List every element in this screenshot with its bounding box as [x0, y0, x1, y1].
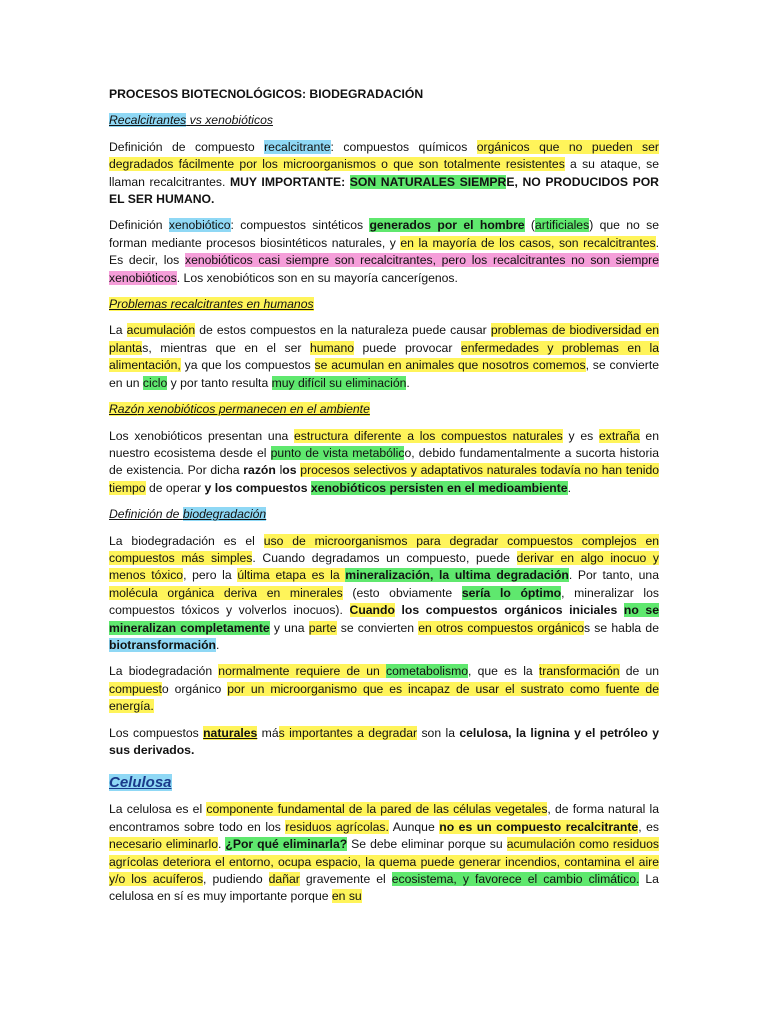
text-run: o, debido fundamentalmente a sucorta historia de existencia. Por dicha — [109, 445, 660, 478]
text-run: La celulosa es el — [109, 802, 207, 817]
highlighted-text: ciclo — [142, 375, 168, 390]
text-run: Definición de compuesto — [109, 139, 265, 154]
text-run: los compuestos orgánicos iniciales — [394, 603, 624, 618]
section-heading — [109, 773, 659, 793]
highlighted-text: extraña — [599, 428, 640, 443]
highlighted-text: Celulosa — [109, 774, 172, 792]
highlighted-text: sería lo óptimo — [461, 585, 562, 600]
section-heading — [109, 506, 659, 523]
text-run: Aunque — [388, 819, 440, 834]
document-title: PROCESOS BIOTECNOLÓGICOS: BIODEGRADACIÓN — [109, 87, 424, 101]
highlighted-text: biotransformación — [109, 637, 216, 652]
highlighted-text: enfermedades y problemas en la alimentación, — [109, 340, 660, 373]
text-run: Definición — [109, 218, 169, 233]
text-run: vs xenobióticos — [186, 113, 273, 128]
highlighted-text: muy difícil su eliminación — [271, 375, 407, 390]
highlighted-text: transformación — [538, 664, 620, 679]
text-run: y es — [562, 428, 599, 443]
text-run: . — [406, 375, 410, 390]
text-run: y una — [269, 620, 309, 635]
paragraph — [109, 533, 659, 655]
text-run: s, mientras que en el ser — [142, 340, 310, 355]
highlighted-text: compuest — [109, 681, 162, 696]
highlighted-text: en otros compuestos orgánico — [418, 620, 584, 635]
text-run: son la — [417, 725, 460, 740]
text-run: . — [567, 480, 571, 495]
paragraph — [109, 428, 659, 498]
paragraph — [109, 322, 659, 392]
text-run: , que es la — [468, 664, 539, 679]
text-run: se convierten — [336, 620, 419, 635]
text-run: de un — [619, 664, 660, 679]
text-run: La biodegradación es el — [109, 533, 264, 548]
highlighted-text: ¿Por qué eliminarla? — [225, 837, 348, 852]
text-run: Definición de — [109, 507, 183, 522]
text-run: La celulosa en sí es muy importante porque — [109, 872, 659, 904]
highlighted-text: última etapa es la — [237, 568, 346, 583]
text-run: , de forma natural la encontramos sobre todo en los — [109, 802, 659, 834]
highlighted-text: recalcitrante — [264, 139, 331, 154]
highlighted-text: mineralización, la ultima degradación — [345, 568, 569, 583]
highlighted-text: artificiales — [535, 218, 590, 233]
text-run: , pero la — [183, 568, 238, 583]
highlighted-text: punto de vista metabólic — [270, 445, 405, 460]
text-run: Se debe eliminar porque su — [347, 837, 507, 852]
highlighted-text: en la mayoría de los casos, son recalcitrantes — [400, 235, 656, 250]
highlighted-text: Razó — [109, 402, 138, 417]
paragraph — [109, 217, 659, 287]
paragraph — [109, 663, 659, 715]
highlighted-text: xenobióticos persisten en el medioambiente — [310, 480, 568, 495]
text-run: l — [275, 463, 283, 478]
section-heading — [109, 401, 659, 418]
text-run: . Por tanto, una — [568, 568, 659, 583]
highlighted-text: Cuando — [349, 603, 395, 618]
text-run: má — [257, 725, 279, 740]
text-run: celulosa, la lignina y el petróleo y sus derivados. — [109, 725, 659, 757]
text-run: Los compuestos — [109, 725, 204, 740]
highlighted-text: acumulación — [126, 323, 196, 338]
highlighted-text: procesos selectivos y adaptativos naturales todavía no han tenido tiempo — [109, 463, 660, 495]
highlighted-text: xenobióticos casi siempre son recalcitrantes, pero los recalcitrantes no son siempre xenobióticos — [109, 253, 659, 285]
text-run: : compuestos sintéticos — [230, 218, 370, 233]
highlighted-text: problemas de biodiversidad en planta — [109, 323, 659, 355]
text-run: , es — [638, 819, 659, 834]
highlighted-text: n xenobióticos permanecen en el ambiente — [137, 402, 370, 417]
text-run: ) que no se forman mediante procesos biosintéticos naturales, y — [109, 218, 660, 250]
highlighted-text: xenobiótico — [168, 218, 231, 233]
highlighted-text: ecosistema, y favorece el cambio climático. — [391, 872, 640, 887]
highlighted-text: derivar en algo inocuo y menos tóxico — [109, 550, 660, 583]
text-run: . — [218, 837, 226, 852]
section-heading — [109, 112, 659, 129]
highlighted-text: estructura diferente a los compuestos naturales — [294, 428, 563, 443]
text-run: ( — [524, 218, 535, 233]
highlighted-text: cometabolismo — [386, 664, 469, 679]
text-run: . — [216, 637, 220, 652]
text-run: (esto obviamente — [342, 585, 462, 600]
text-run: MUY IMPORTANTE: — [229, 174, 350, 189]
text-run: a su ataque, se llaman recalcitrantes. — [109, 157, 659, 189]
highlighted-text: molécula orgánica deriva en minerales — [109, 585, 343, 600]
highlighted-text: generados por el hombre — [369, 218, 525, 233]
highlighted-text: se acumulan en animales que nosotros comemos — [314, 358, 586, 373]
text-run: La — [109, 323, 127, 338]
text-run: Los xenobióticos presentan una — [109, 428, 295, 443]
text-run: La biodegradación — [109, 664, 219, 679]
highlighted-text: s importantes a degradar — [278, 725, 418, 740]
highlighted-text: acumulación como residuos agrícolas deteriora el entorno, ocupa espacio, la quema puede generar incendios, contamina el aire y/o los acuíferos — [109, 837, 659, 887]
text-run: . Los xenobióticos son en su mayoría cancerígenos. — [176, 270, 458, 285]
document-body — [109, 112, 659, 905]
text-run: , se convierte en un — [109, 358, 659, 390]
highlighted-text: por un microorganismo que es incapaz de usar el sustrato como fuente de energía. — [109, 681, 659, 714]
paragraph — [109, 725, 659, 760]
highlighted-text: Recalcitrantes — [109, 113, 187, 128]
text-run: razón — [243, 463, 276, 478]
paragraph — [109, 801, 659, 905]
highlighted-text: en su — [331, 889, 362, 904]
highlighted-text: biodegradación — [182, 507, 267, 522]
text-run: . Cuando degradamos un compuesto, puede — [252, 550, 517, 565]
highlighted-text: humano — [309, 340, 354, 355]
text-run: y los compuestos — [204, 480, 311, 495]
text-run: ya que los compuestos — [180, 358, 315, 373]
text-run: de operar — [145, 480, 205, 495]
highlighted-text: componente fundamental de la pared de las células vegetales — [206, 802, 548, 817]
section-heading — [109, 296, 659, 313]
text-run: , mineralizar los compuestos tóxicos y volverlos inocuos). — [109, 585, 659, 618]
highlighted-text: Problemas recalcitrantes en humanos — [109, 297, 314, 312]
highlighted-text: orgánicos que no pueden ser degradados fácilmente por los microorganismos o que son totalmente resistentes — [109, 139, 659, 172]
text-run: : compuestos químicos — [330, 139, 477, 154]
text-run: . Es decir, los — [109, 235, 659, 268]
highlighted-text: no se mineralizan completamente — [109, 603, 659, 635]
text-run: de estos compuestos en la naturaleza puede causar — [195, 323, 491, 338]
text-run: o orgánico — [161, 681, 228, 696]
text-run: puede provocar — [354, 340, 461, 355]
highlighted-text: dañar — [268, 872, 300, 887]
text-run: s se habla de — [584, 620, 659, 635]
highlighted-text: parte — [308, 620, 337, 635]
highlighted-text: necesario eliminarlo — [109, 837, 218, 852]
highlighted-text: SON NATURALES SIEMPR — [349, 174, 507, 189]
text-run: y por tanto resulta — [167, 375, 272, 390]
text-run: os — [282, 463, 301, 478]
text-run: en nuestro ecosistema desde el — [109, 428, 659, 460]
highlighted-text: residuos agrícolas. — [285, 819, 389, 834]
text-run: gravemente el — [299, 872, 392, 887]
text-run: , pudiendo — [203, 872, 269, 887]
paragraph — [109, 139, 659, 209]
text-run: E, NO PRODUCIDOS POR EL SER HUMANO. — [109, 174, 659, 207]
highlighted-text: uso de microorganismos para degradar compuestos complejos en compuestos más simples — [109, 533, 660, 565]
highlighted-text: normalmente requiere de un — [218, 664, 387, 679]
highlighted-text: naturales — [203, 725, 258, 740]
highlighted-text: no es un compuesto recalcitrante — [439, 819, 639, 834]
